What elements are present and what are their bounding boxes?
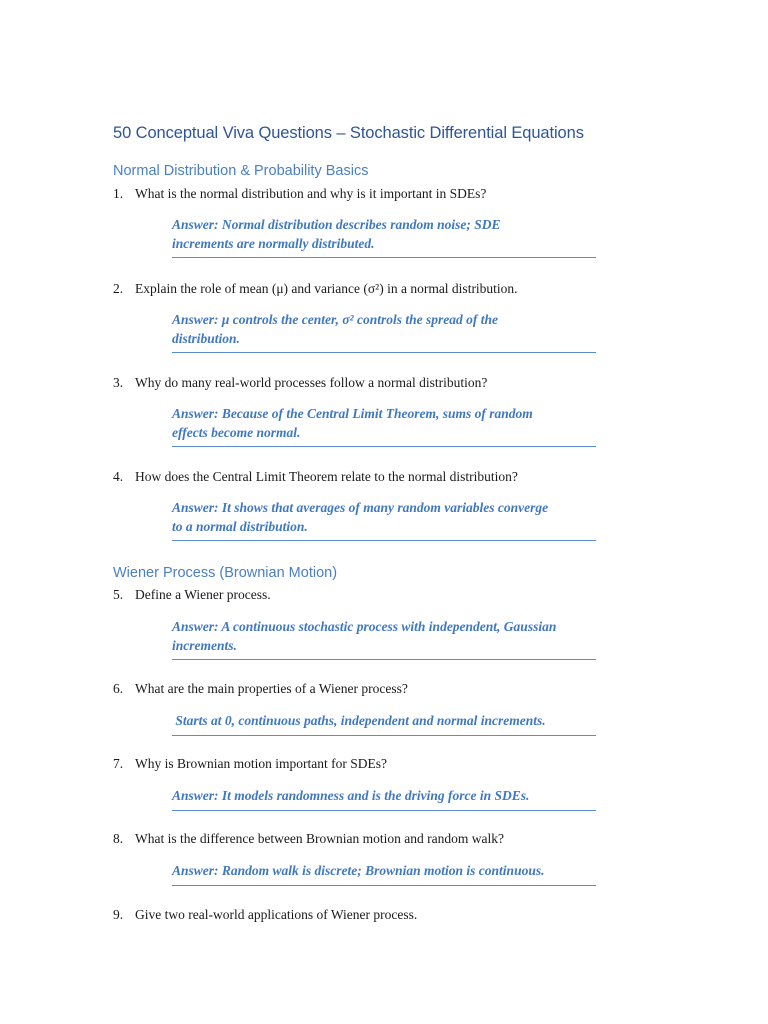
answer-line: Starts at 0, continuous paths, independent and normal increments. (172, 713, 546, 728)
answer-line: distribution. (172, 330, 240, 346)
question-7 (113, 755, 387, 773)
answer-line: Answer: Random walk is discrete; Brownian motion is continuous. (172, 863, 545, 878)
answer-8 (172, 862, 596, 886)
answer-line: Answer: Because of the Central Limit Theorem, sums of random (172, 406, 533, 421)
question-number: 9. (113, 907, 124, 922)
document-title: 50 Conceptual Viva Questions – Stochastic Differential Equations (113, 124, 584, 142)
answer-5 (172, 618, 596, 660)
answer-line: effects become normal. (172, 424, 301, 440)
question-number: 6. (113, 681, 124, 696)
answer-line: Answer: Normal distribution describes random noise; SDE (172, 217, 501, 232)
answer-1 (172, 216, 596, 258)
answer-line: to a normal distribution. (172, 518, 308, 534)
answer-line: Answer: It shows that averages of many random variables converge (172, 500, 549, 515)
question-text: Explain the role of mean (μ) and variance (σ²) in a normal distribution. (135, 281, 518, 296)
answer-4 (172, 499, 596, 541)
answer-line: Answer: μ controls the center, σ² controls the spread of the (172, 312, 498, 327)
question-text: Define a Wiener process. (135, 587, 271, 602)
question-5 (113, 586, 271, 604)
question-text: What is the normal distribution and why is it important in SDEs? (135, 186, 487, 201)
question-text: What is the difference between Brownian motion and random walk? (135, 831, 505, 846)
answer-line: Answer: It models randomness and is the driving force in SDEs. (172, 788, 530, 803)
answer-3 (172, 405, 596, 447)
question-number: 8. (113, 831, 124, 846)
question-text: Why is Brownian motion important for SDEs? (135, 756, 387, 771)
question-number: 7. (113, 756, 124, 771)
question-text: Give two real-world applications of Wiener process. (135, 907, 418, 922)
answer-2 (172, 311, 596, 353)
answer-6 (172, 712, 596, 736)
question-1 (113, 185, 486, 203)
answer-line: Answer: A continuous stochastic process with independent, Gaussian (172, 619, 557, 634)
question-text: Why do many real-world processes follow a normal distribution? (135, 375, 488, 390)
question-9 (113, 906, 417, 924)
section-heading-normal-distribution: Normal Distribution & Probability Basics (113, 163, 369, 179)
question-4 (113, 468, 518, 486)
question-2 (113, 280, 518, 298)
answer-7 (172, 787, 596, 811)
question-number: 4. (113, 469, 124, 484)
question-6 (113, 680, 408, 698)
answer-line: increments. (172, 637, 237, 653)
answer-line: increments are normally distributed. (172, 235, 375, 251)
question-3 (113, 374, 487, 392)
section-heading-wiener-process: Wiener Process (Brownian Motion) (113, 565, 338, 581)
question-number: 3. (113, 375, 124, 390)
question-text: What are the main properties of a Wiener process? (135, 681, 408, 696)
question-number: 5. (113, 587, 124, 602)
question-8 (113, 830, 504, 848)
question-number: 2. (113, 281, 124, 296)
question-text: How does the Central Limit Theorem relate to the normal distribution? (135, 469, 518, 484)
question-number: 1. (113, 186, 124, 201)
